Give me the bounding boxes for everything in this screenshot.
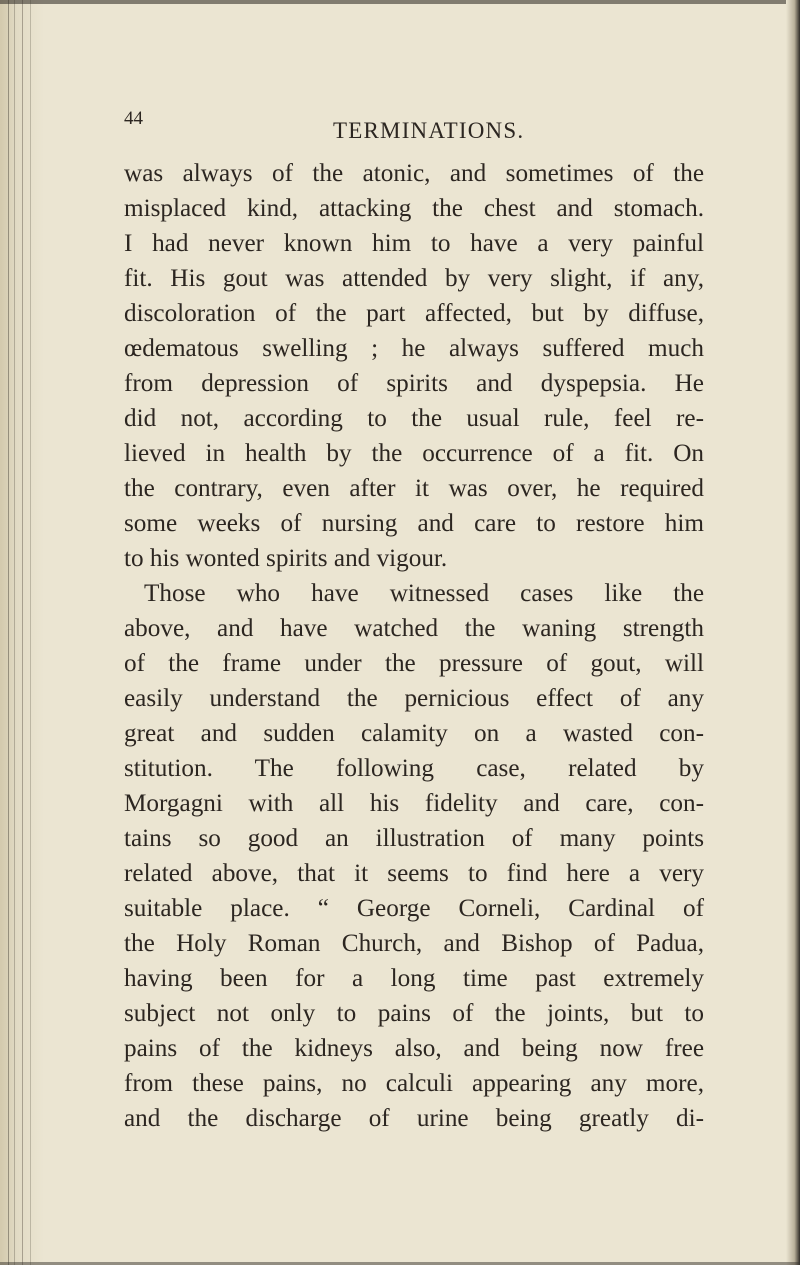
text-line: from these pains, no calculi appearing any more, — [124, 1070, 704, 1097]
text-line: having been for a long time past extremely — [124, 965, 704, 992]
text-line: stitution. The following case, related by — [124, 755, 704, 782]
page-top-edge — [0, 0, 800, 4]
text-line: did not, according to the usual rule, feel re- — [124, 405, 704, 432]
text-line: lieved in health by the occurrence of a fit. On — [124, 440, 704, 467]
text-line: tains so good an illustration of many points — [124, 825, 704, 852]
paragraph-start-line: Those who have witnessed cases like the — [144, 580, 704, 607]
body-text — [124, 156, 704, 1136]
text-line: was always of the atonic, and sometimes of the — [124, 160, 704, 187]
gutter-line — [8, 0, 9, 1265]
gutter-line — [30, 0, 31, 1265]
text-line: the Holy Roman Church, and Bishop of Padua, — [124, 930, 704, 957]
text-line: œdematous swelling ; he always suffered much — [124, 335, 704, 362]
text-line: suitable place. “ George Corneli, Cardinal of — [124, 895, 704, 922]
page-right-edge — [786, 0, 800, 1265]
text-line: fit. His gout was attended by very slight, if any, — [124, 265, 704, 292]
text-line: I had never known him to have a very painful — [124, 230, 704, 257]
text-line: related above, that it seems to find here a very — [124, 860, 704, 887]
paragraph-end-line: to his wonted spirits and vigour. — [124, 545, 448, 572]
text-line: pains of the kidneys also, and being now free — [124, 1035, 704, 1062]
text-line: from depression of spirits and dyspepsia. He — [124, 370, 704, 397]
text-line: the contrary, even after it was over, he required — [124, 475, 704, 502]
text-line: and the discharge of urine being greatly di- — [124, 1105, 704, 1132]
text-line: great and sudden calamity on a wasted con- — [124, 720, 704, 747]
text-line: above, and have watched the waning strength — [124, 615, 704, 642]
text-line: Morgagni with all his fidelity and care, con- — [124, 790, 704, 817]
text-line: misplaced kind, attacking the chest and stomach. — [124, 195, 704, 222]
text-line: of the frame under the pressure of gout, will — [124, 650, 704, 677]
gutter-line — [14, 0, 15, 1265]
running-head: TERMINATIONS. — [333, 118, 525, 143]
text-line: some weeks of nursing and care to restore him — [124, 510, 704, 537]
text-line: easily understand the pernicious effect of any — [124, 685, 704, 712]
page-gutter — [0, 0, 44, 1265]
text-line: subject not only to pains of the joints, but to — [124, 1000, 704, 1027]
gutter-line — [22, 0, 23, 1265]
text-line: discoloration of the part affected, but by diffuse, — [124, 300, 704, 327]
page-number: 44 — [124, 108, 143, 129]
